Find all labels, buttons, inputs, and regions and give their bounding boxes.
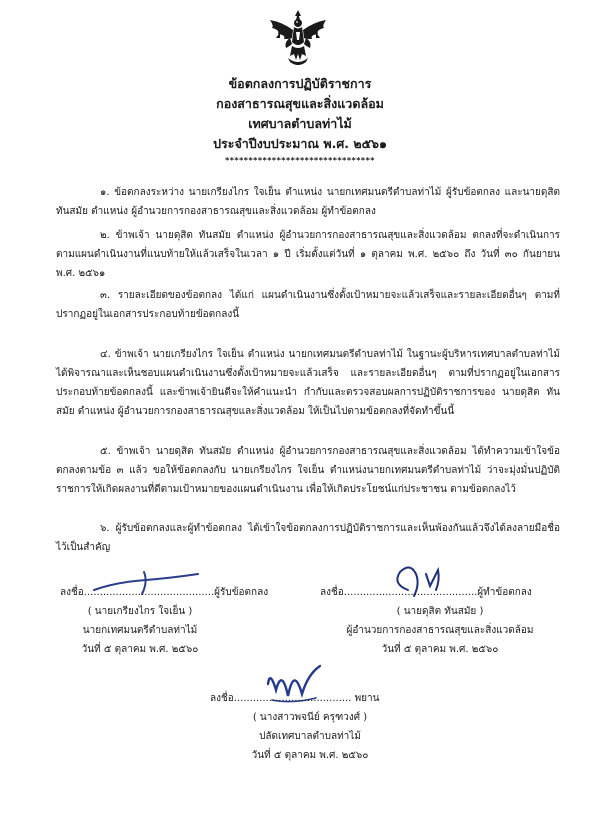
receiver-name: ( นายเกรียงไกร ใจเย็น ): [87, 606, 193, 617]
receiver-date: วันที่ ๕ ตุลาคม พ.ศ. ๒๕๖๐: [81, 644, 199, 655]
maker-date: วันที่ ๕ ตุลาคม พ.ศ. ๒๕๖๐: [381, 644, 499, 655]
garuda-emblem-icon: [266, 8, 330, 70]
fiscal-year: ประจำปีงบประมาณ พ.ศ. ๒๕๖๑: [213, 136, 387, 151]
municipality-name: เทศบาลตำบลท่าไม้: [248, 116, 352, 131]
maker-position: ผู้อำนวยการกองสาธารณสุขและสิ่งแวดล้อม: [346, 625, 534, 636]
witness-signature-block: [210, 689, 410, 765]
document-title: ข้อตกลงการปฏิบัติราชการ: [228, 76, 372, 91]
witness-position: ปลัดเทศบาลตำบลท่าไม้: [259, 731, 361, 742]
paragraph-5: ๕. ข้าพเจ้า นายดุสิต ทันสมัย ตำแหน่ง ผู้อำนวยการกองสาธารณสุขและสิ่งแวดล้อม ได้ทำความเข้าใจข้อตกลงตามข้อ ๓ แล้ว ขอให้ข้อตกลงกับ นายเกรียงไกร ใจเย็น ตำแหน่งนายกเทศมนตรีตำบลท่าไม้ ว่าจะมุ่งมั่นปฏิบัติราชการให้เกิดผลงานที่ดีตามเป้าหมายของแผนดำเนินงาน เพื่อให้เกิดประโยชน์แก่ประชาชน ตามข้อตกลงไว้: [56, 446, 560, 495]
paragraph-3: ๓. รายละเอียดของข้อตกลง ได้แก่ แผนดำเนินงานซึ่งตั้งเป้าหมายจะแล้วเสร็จและรายละเอียดอื่นๆ ตามที่ปรากฏอยู่ในเอกสารประกอบท้ายข้อตกลงนี้: [56, 290, 560, 320]
paragraph-4: ๔. ข้าพเจ้า นายเกรียงไกร ใจเย็น ตำแหน่ง นายกเทศมนตรีตำบลท่าไม้ ในฐานะผู้บริหารเทศบาลตำบลท่าไม้ ได้พิจารณาและเห็นชอบแผนดำเนินงานซึ่งตั้งเป้าหมายจะแล้วเสร็จ และรายละเอียดอื่นๆ ตามที่ปรากฏอยู่ในเอกสารประกอบท้ายข้อตกลงนี้ และข้าพเจ้ายินดีจะให้คำแนะนำ กำกับและตรวจสอบผลการปฏิบัติราชการของ นายดุสิต ทันสมัย ตำแหน่ง ผู้อำนวยการกองสาธารณสุขและสิ่งแวดล้อม ให้เป็นไปตามข้อตกลงที่จัดทำขึ้นนี้: [56, 349, 560, 417]
witness-name: ( นางสาวพจนีย์ ครุฑวงศ์ ): [252, 712, 368, 723]
paragraph-2: ๒. ข้าพเจ้า นายดุสิต ทันสมัย ตำแหน่ง ผู้อำนวยการกองสาธารณสุขและสิ่งแวดล้อม ตกลงที่จะดำเนินการตามแผนดำเนินงานที่แนบท้ายให้แล้วเสร็จในเวลา ๑ ปี เริ่มตั้งแต่วันที่ ๑ ตุลาคม พ.ศ. ๒๕๖๐ ถึง วันที่ ๓๐ กันยายน พ.ศ. ๒๕๖๑: [56, 230, 560, 279]
division-name: กองสาธารณสุขและสิ่งแวดล้อม: [216, 96, 384, 111]
receiver-signature-block: [60, 583, 269, 659]
witness-date: วันที่ ๕ ตุลาคม พ.ศ. ๒๕๖๐: [251, 750, 369, 761]
paragraph-6: ๖. ผู้รับข้อตกลงและผู้ทำข้อตกลง ได้เข้าใจข้อตกลงการปฏิบัติราชการและเห็นพ้องกันแล้วจึงได้ลงลายมือชื่อไว้เป็นสำคัญ: [56, 523, 560, 553]
title-separator: ********************************: [225, 156, 375, 165]
receiver-sign-line: ลงชื่อ.........................................ผู้รับข้อตกลง: [60, 587, 269, 598]
witness-sign-line: ลงชื่อ..................................... พยาน: [210, 693, 380, 704]
maker-name: ( นายดุสิต ทันสมัย ): [396, 606, 484, 617]
maker-sign-line: ลงชื่อ..........................................ผู้ทำข้อตกลง: [320, 587, 532, 598]
paragraph-1: ๑. ข้อตกลงระหว่าง นายเกรียงไกร ใจเย็น ตำแหน่ง นายกเทศมนตรีตำบลท่าไม้ ผู้รับข้อตกลง และนายดุสิต ทันสมัย ตำแหน่ง ผู้อำนวยการกองสาธารณสุขและสิ่งแวดล้อม ผู้ทำข้อตกลง: [56, 187, 560, 217]
maker-signature-block: [320, 583, 560, 659]
receiver-position: นายกเทศมนตรีตำบลท่าไม้: [82, 625, 198, 636]
